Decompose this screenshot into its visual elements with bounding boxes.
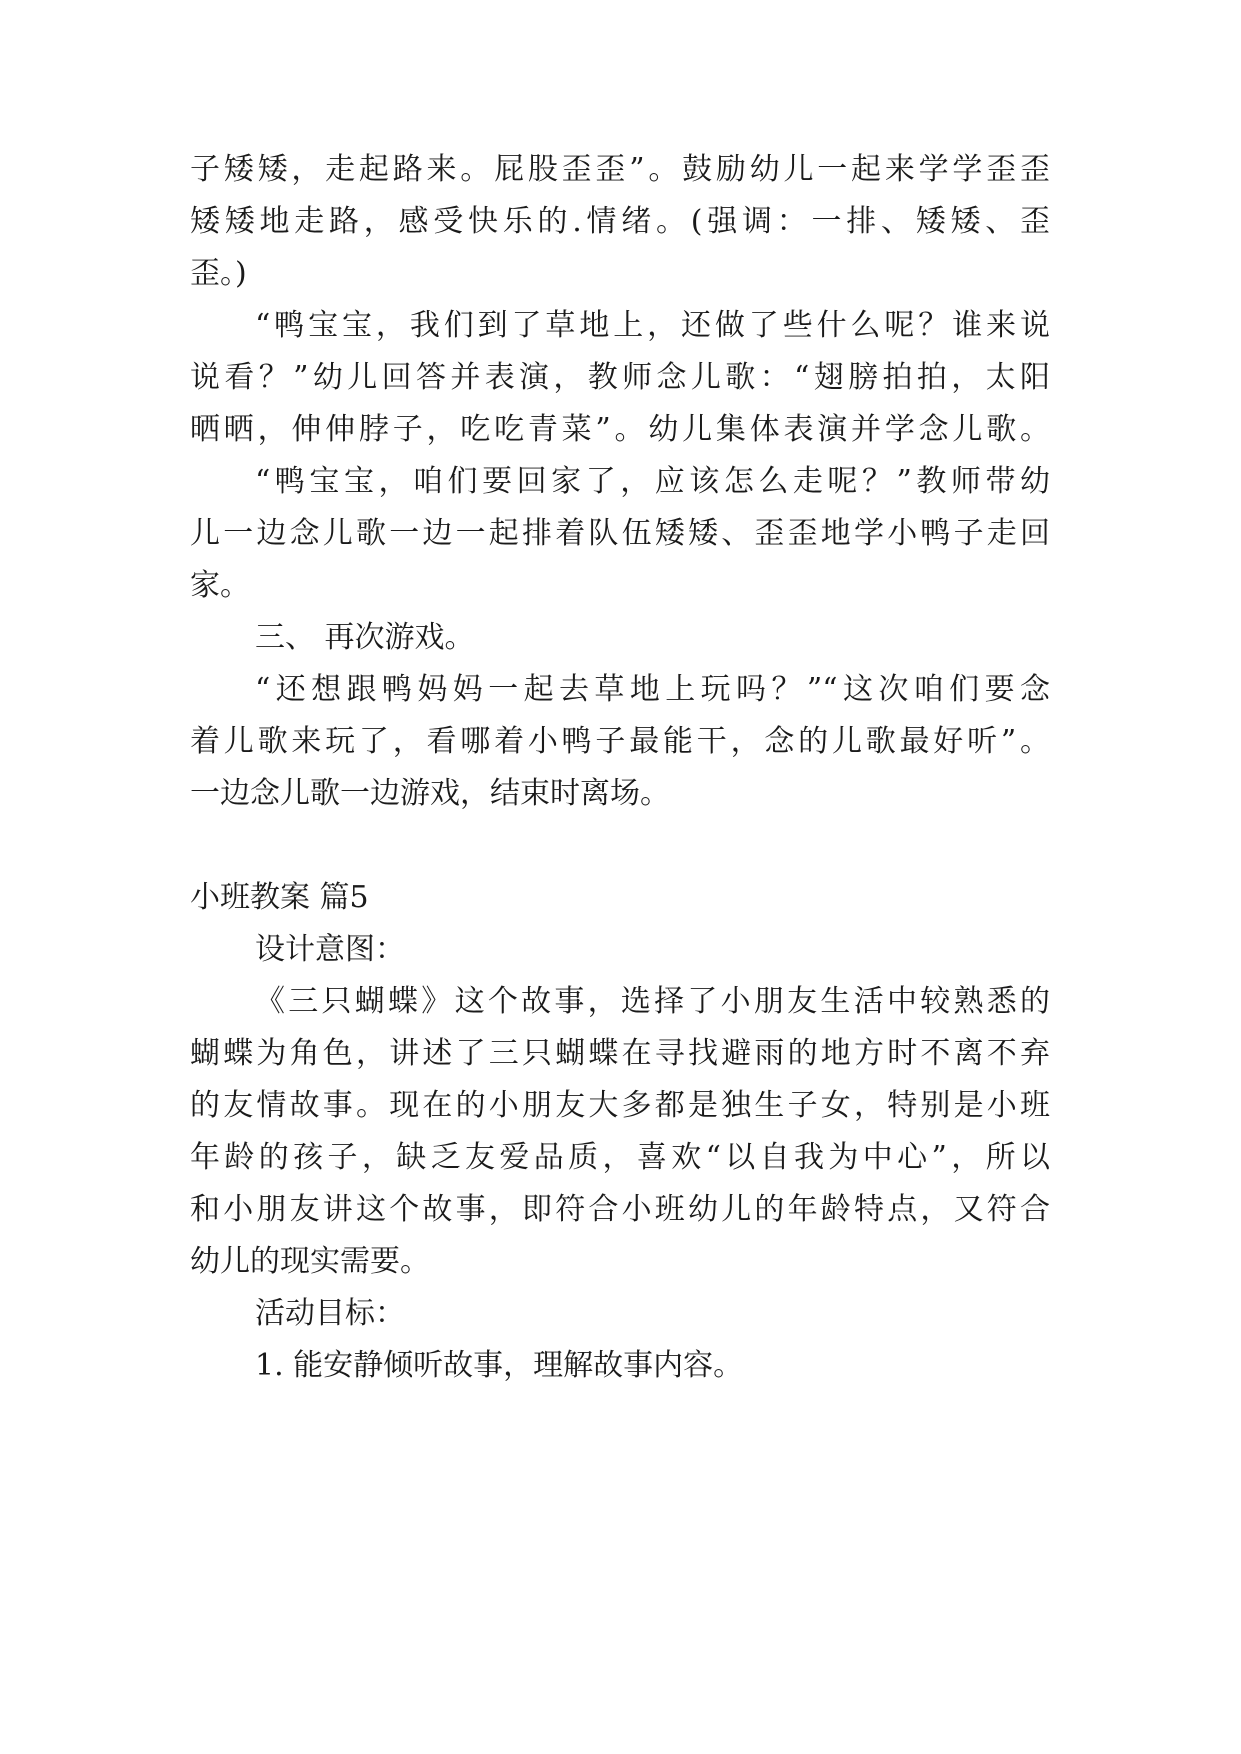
text-line: 和小朋友讲这个故事，即符合小班幼儿的年龄特点，又符合 xyxy=(190,1192,1050,1227)
text-line: 晒晒，伸伸脖子，吃吃青菜”。幼儿集体表演并学念儿歌。 xyxy=(190,412,1050,447)
text-line: 幼儿的现实需要。 xyxy=(190,1244,430,1279)
text-line: “鸭宝宝，咱们要回家了，应该怎么走呢？”教师带幼 xyxy=(255,464,1050,499)
text-line: 矮矮地走路，感受快乐的.情绪。(强调：一排、矮矮、歪 xyxy=(190,204,1050,239)
text-line: “还想跟鸭妈妈一起去草地上玩吗？”“这次咱们要念 xyxy=(255,672,1050,707)
text-line: 儿一边念儿歌一边一起排着队伍矮矮、歪歪地学小鸭子走回 xyxy=(190,516,1050,551)
section-heading: 三、 再次游戏。 xyxy=(255,620,475,655)
list-item: 1. 能安静倾听故事，理解故事内容。 xyxy=(255,1348,744,1383)
text-line: 《三只蝴蝶》这个故事，选择了小朋友生活中较熟悉的 xyxy=(255,984,1050,1019)
article-title: 小班教案 篇5 xyxy=(190,880,369,915)
text-line: 的友情故事。现在的小朋友大多都是独生子女，特别是小班 xyxy=(190,1088,1050,1123)
text-line: 着儿歌来玩了，看哪着小鸭子最能干，念的儿歌最好听”。 xyxy=(190,724,1050,759)
text-line: 年龄的孩子，缺乏友爱品质，喜欢“以自我为中心”，所以 xyxy=(190,1140,1050,1175)
text-line: 子矮矮，走起路来。屁股歪歪”。鼓励幼儿一起来学学歪歪 xyxy=(190,152,1050,187)
section-heading: 设计意图： xyxy=(255,932,405,967)
text-line: 蝴蝶为角色，讲述了三只蝴蝶在寻找避雨的地方时不离不弃 xyxy=(190,1036,1050,1071)
text-line: 一边念儿歌一边游戏，结束时离场。 xyxy=(190,776,670,811)
section-heading: 活动目标： xyxy=(255,1296,405,1331)
text-line: “鸭宝宝，我们到了草地上，还做了些什么呢？谁来说 xyxy=(255,308,1050,343)
text-line: 歪。) xyxy=(190,256,247,291)
text-line: 说看？”幼儿回答并表演，教师念儿歌：“翅膀拍拍，太阳 xyxy=(190,360,1050,395)
text-line: 家。 xyxy=(190,568,250,603)
